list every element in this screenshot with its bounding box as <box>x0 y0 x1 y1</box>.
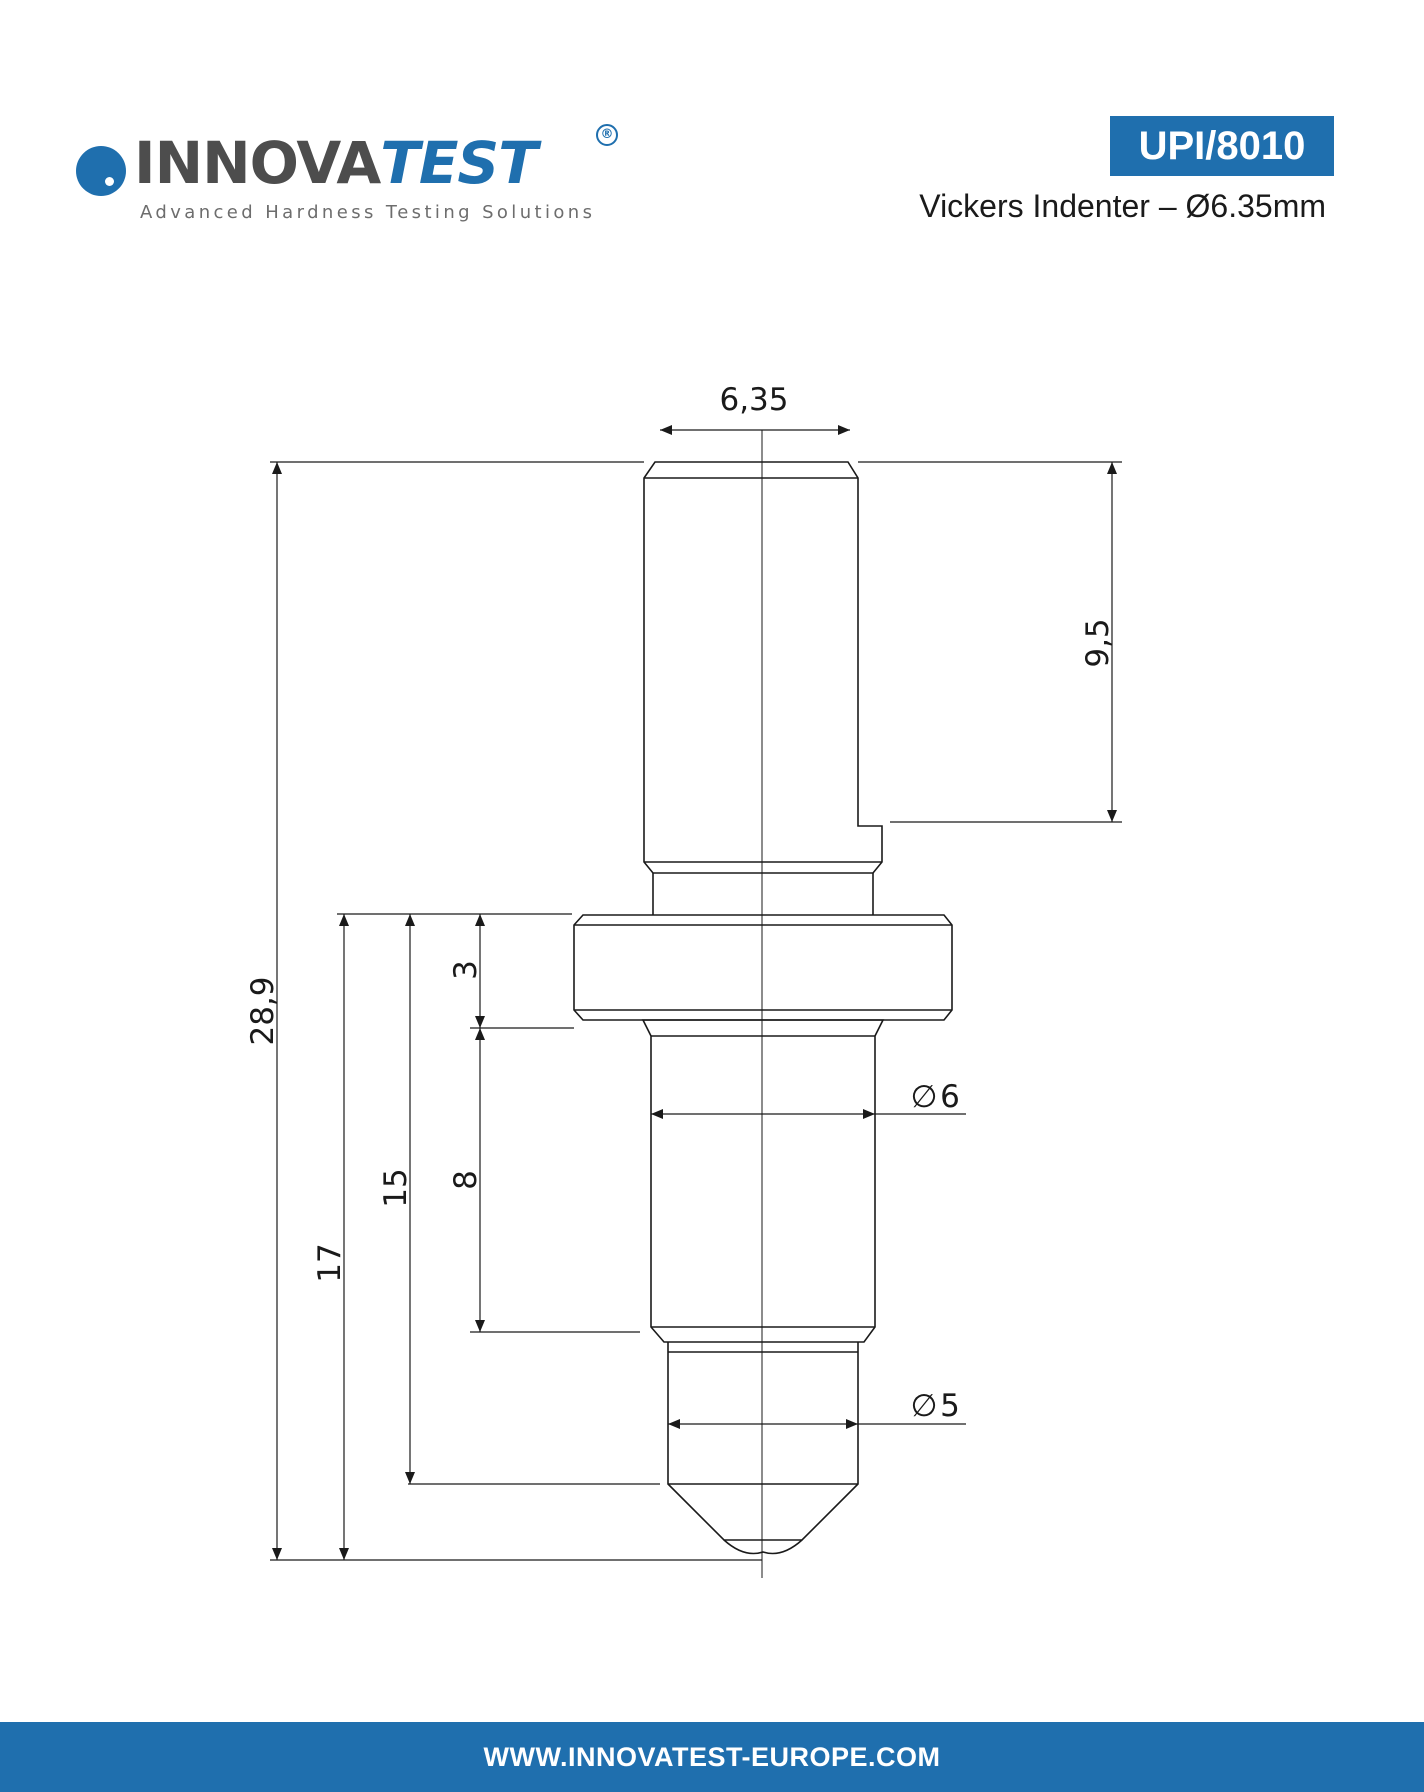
dim-collar-height: 3 <box>448 960 484 980</box>
product-code-badge: UPI/8010 <box>1110 116 1334 176</box>
lower-shank <box>643 1020 883 1342</box>
dim-diameter-6: 6 <box>940 1079 960 1115</box>
dimension-lines <box>270 430 1122 1560</box>
logo-name-part2: TEST <box>380 129 537 197</box>
logo-tagline: Advanced Hardness Testing Solutions <box>140 202 596 223</box>
footer-website-link[interactable]: WWW.INNOVATEST-EUROPE.COM <box>483 1742 941 1772</box>
dimension-labels <box>245 382 1116 1424</box>
footer-bar <box>0 1722 1424 1792</box>
diamond-tip <box>724 1540 802 1554</box>
logo-name-part1: INNOVA <box>134 129 381 197</box>
dim-top-diameter: 6,35 <box>719 382 789 418</box>
dim-diameter-5: 5 <box>940 1388 960 1424</box>
indenter-outline <box>574 462 952 1554</box>
collar <box>574 915 952 1020</box>
upper-shank <box>644 462 882 873</box>
product-title: Vickers Indenter – Ø6.35mm <box>919 188 1326 224</box>
neck <box>653 873 873 915</box>
dim-length-17: 17 <box>312 1243 348 1283</box>
dim-diameter-6-symbol: ∅ <box>910 1079 938 1115</box>
tip-body <box>668 1342 858 1540</box>
dim-diameter-5-symbol: ∅ <box>910 1388 938 1424</box>
dim-upper-shank-length: 9,5 <box>1080 618 1116 668</box>
dim-lower-shank-length: 8 <box>448 1170 484 1190</box>
dim-length-15: 15 <box>378 1168 414 1208</box>
registered-mark: ® <box>596 124 618 146</box>
dim-total-length: 28,9 <box>245 976 281 1046</box>
